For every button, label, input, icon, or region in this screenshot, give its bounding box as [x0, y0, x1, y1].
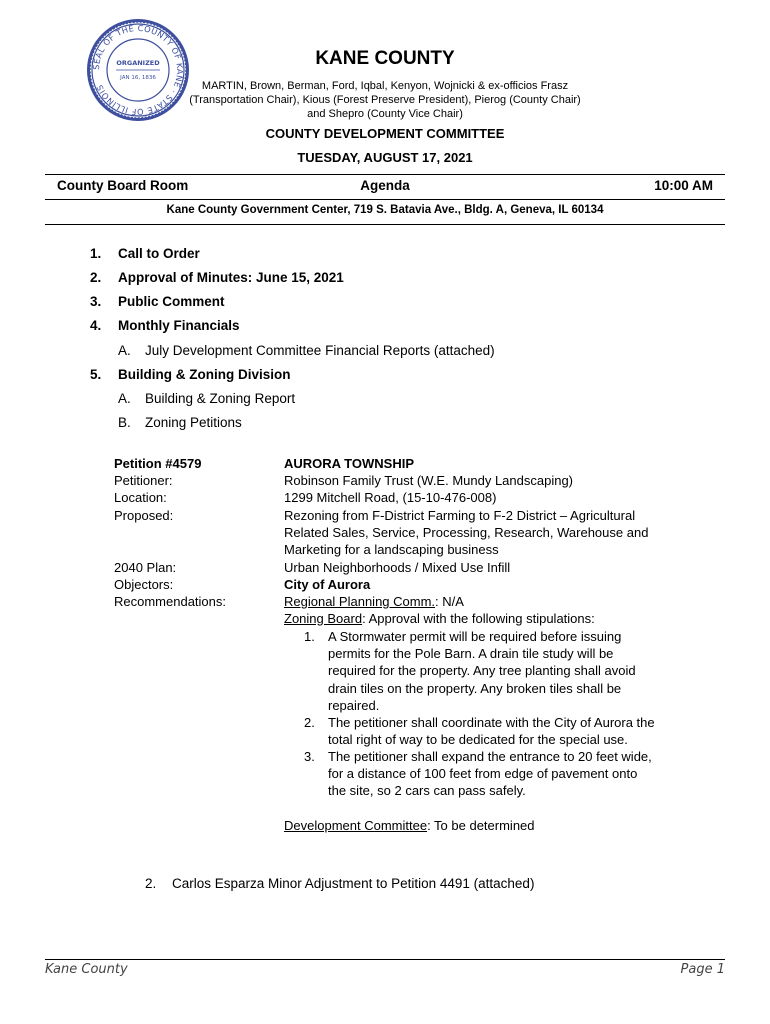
stipulation-3-line-3: the site, so 2 cars can pass safely. [328, 783, 526, 799]
stipulation-1-line-2: permits for the Pole Barn. A drain tile study will be [328, 646, 614, 662]
regional-planning-recommendation [284, 593, 704, 610]
location-value: 1299 Mitchell Road, (15-10-476-008) [284, 490, 497, 505]
agenda-item-3-number: 3. [90, 294, 102, 309]
svg-text:SEAL OF THE COUNTY OF KANE · S: SEAL OF THE COUNTY OF KANE · STATE OF ILLINOIS [90, 22, 186, 118]
members-line-2: (Transportation Chair), Kious (Forest Preserve President), Pierog (County Chair) [189, 94, 581, 106]
footer-county-name: Kane County [45, 962, 128, 977]
stipulation-3-line-1: The petitioner shall expand the entrance to 20 feet wide, [328, 749, 652, 764]
stipulation-3 [304, 748, 704, 800]
agenda-item-5-text: Building & Zoning Division [118, 367, 291, 382]
stipulation-1 [304, 628, 704, 714]
objectors-value: City of Aurora [284, 577, 371, 592]
stipulation-1-line-3: required for the property. Any tree planting shall avoid [328, 663, 636, 679]
page-title: KANE COUNTY [315, 48, 455, 69]
agenda-item-4a-text: July Development Committee Financial Reports (attached) [145, 343, 495, 358]
stipulation-2-line-1: The petitioner shall coordinate with the City of Aurora the [328, 715, 655, 730]
location-label: Location: [114, 490, 167, 505]
header-rule-middle [45, 199, 725, 200]
committee-members [170, 79, 600, 121]
second-petition-text: Carlos Esparza Minor Adjustment to Petition 4491 (attached) [172, 876, 535, 891]
stipulation-2-number: 2. [304, 715, 315, 730]
proposed-line-2: Related Sales, Service, Processing, Research, Warehouse and [284, 525, 649, 541]
development-committee-recommendation [284, 817, 704, 834]
footer-rule [45, 959, 725, 960]
proposed-line-3: Marketing for a landscaping business [284, 542, 499, 558]
agenda-item-5b-text: Zoning Petitions [145, 415, 242, 430]
proposed-line-1: Rezoning from F-District Farming to F-2 District – Agricultural [284, 508, 636, 523]
proposed-label: Proposed: [114, 508, 174, 523]
petitioner-label: Petitioner: [114, 473, 173, 488]
agenda-item-5a-text: Building & Zoning Report [145, 391, 296, 406]
committee-name: COUNTY DEVELOPMENT COMMITTEE [265, 126, 505, 141]
agenda-item-1-number: 1. [90, 246, 102, 261]
petitioner-value: Robinson Family Trust (W.E. Mundy Landscaping) [284, 473, 574, 488]
zoning-board-label: Zoning Board [284, 611, 363, 626]
agenda-item-2-number: 2. [90, 270, 102, 285]
stipulation-1-number: 1. [304, 629, 315, 644]
plan-value: Urban Neighborhoods / Mixed Use Infill [284, 560, 511, 575]
header-rule-top [45, 174, 725, 175]
zoning-board-value: : Approval with the following stipulations: [362, 611, 595, 626]
regional-planning-label: Regional Planning Comm. [284, 594, 436, 609]
agenda-item-2-text: Approval of Minutes: June 15, 2021 [118, 270, 344, 285]
agenda-item-4-number: 4. [90, 318, 102, 333]
plan-label: 2040 Plan: [114, 560, 177, 575]
agenda-item-1-text: Call to Order [118, 246, 200, 261]
stipulation-3-line-2: for a distance of 100 feet from edge of pavement onto [328, 766, 638, 782]
agenda-item-4a-letter: A. [118, 343, 131, 358]
stipulation-2-line-2: total right of way to be dedicated for the special use. [328, 732, 628, 748]
objectors-label: Objectors: [114, 577, 174, 592]
agenda-item-3-text: Public Comment [118, 294, 225, 309]
members-line-3: and Shepro (County Vice Chair) [307, 108, 463, 120]
members-line-1: MARTIN, Brown, Berman, Ford, Iqbal, Kenyon, Wojnicki & ex-officios Frasz [201, 80, 569, 92]
meeting-date: TUESDAY, AUGUST 17, 2021 [297, 150, 473, 165]
agenda-item-4-text: Monthly Financials [118, 318, 240, 333]
agenda-label: Agenda [360, 178, 410, 193]
proposed-value [284, 507, 704, 559]
stipulation-1-line-1: A Stormwater permit will be required before issuing [328, 629, 622, 644]
agenda-item-5b-letter: B. [118, 415, 131, 430]
stipulation-2 [304, 714, 704, 748]
meeting-time: 10:00 AM [654, 178, 713, 193]
stipulation-3-number: 3. [304, 749, 315, 764]
agenda-item-5a-letter: A. [118, 391, 131, 406]
header-rule-bottom [45, 224, 725, 225]
zoning-board-recommendation [284, 610, 704, 627]
recommendations-label: Recommendations: [114, 594, 226, 609]
svg-text:JAN 16, 1836: JAN 16, 1836 [120, 75, 156, 81]
development-committee-value: : To be determined [427, 818, 535, 833]
second-petition-number: 2. [145, 876, 157, 891]
petition-number: Petition #4579 [114, 456, 202, 471]
stipulation-1-line-5: repaired. [328, 697, 380, 713]
meeting-address: Kane County Government Center, 719 S. Batavia Ave., Bldg. A, Geneva, IL 60134 [166, 204, 604, 216]
agenda-item-5-number: 5. [90, 367, 102, 382]
svg-text:ORGANIZED: ORGANIZED [116, 59, 160, 67]
development-committee-label: Development Committee [284, 818, 428, 833]
regional-planning-value: : N/A [435, 594, 464, 609]
meeting-room: County Board Room [57, 178, 189, 193]
footer-page-number: Page 1 [680, 962, 725, 977]
petition-township: AURORA TOWNSHIP [284, 456, 414, 471]
stipulation-1-line-4: drain tiles on the property. Any broken tiles shall be [328, 680, 622, 696]
